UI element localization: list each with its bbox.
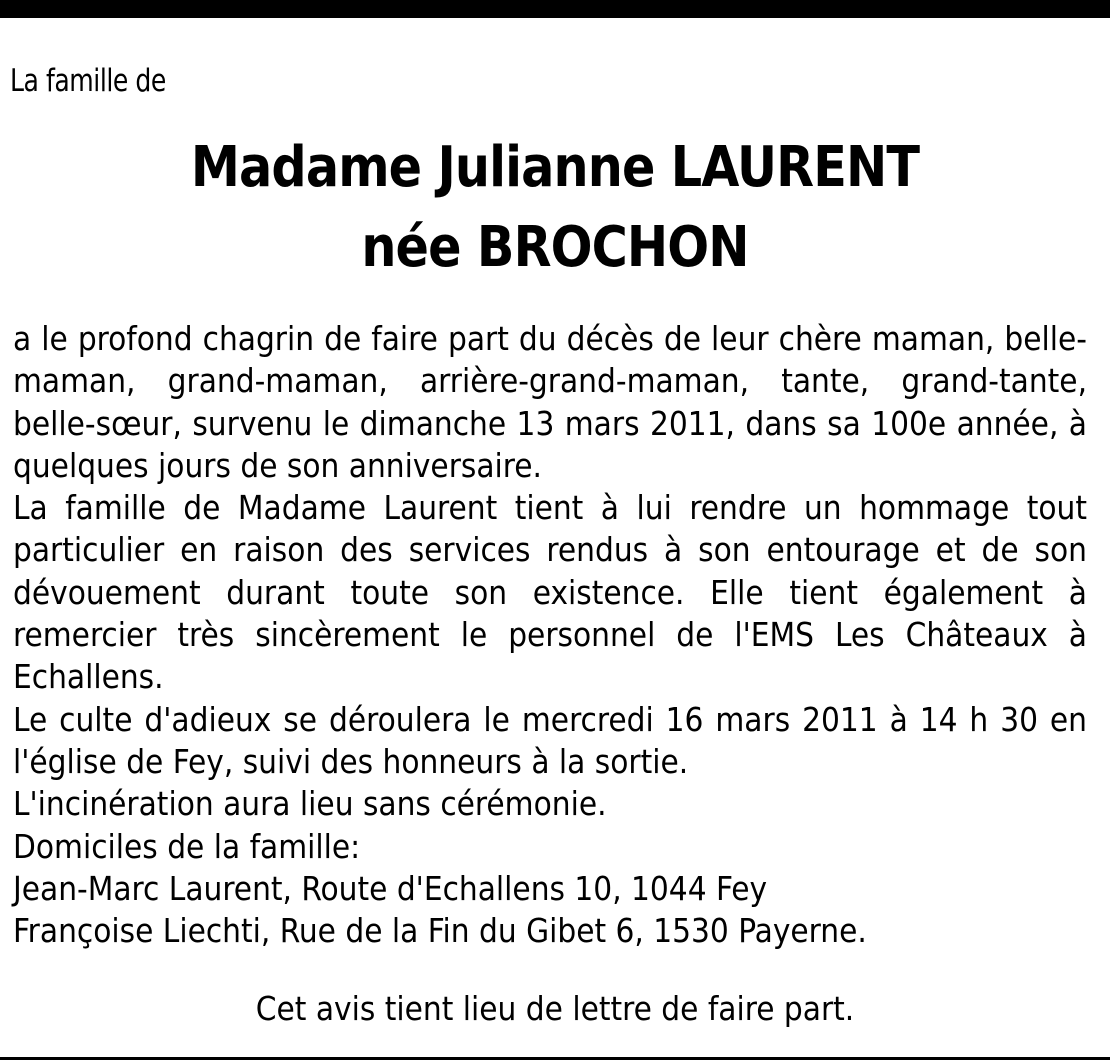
notice-body bbox=[13, 318, 1087, 952]
announcement-paragraph: a le profond chagrin de faire part du décès de leur chère maman, belle-maman, grand-maman, arrière-grand-maman, tante, grand-tante, belle-sœur, survenu le dimanche 13 mars 2011, dans sa 100e année, à quelques jours de son anniversaire. bbox=[13, 319, 1087, 485]
ceremony-paragraph: Le culte d'adieux se déroulera le mercredi 16 mars 2011 à 14 h 30 en l'église de Fey, suivi des honneurs à la sortie. bbox=[13, 699, 1087, 781]
tribute-paragraph: La famille de Madame Laurent tient à lui rendre un hommage tout particulier en raison des services rendus à son entourage et de son dévouement durant toute son existence. Elle tient également à remercier très sincèrement le personnel de l'EMS Les Châteaux à Echallens. bbox=[13, 488, 1087, 697]
cremation-line: L'incinération aura lieu sans cérémonie. bbox=[13, 784, 607, 824]
top-border-rule bbox=[0, 0, 1110, 18]
intro-text: La famille de bbox=[10, 63, 166, 99]
bottom-border-rule bbox=[0, 1057, 1110, 1060]
domiciles-heading: Domiciles de la famille: bbox=[13, 826, 361, 866]
address-line: Françoise Liechti, Rue de la Fin du Gibet 6, 1530 Payerne. bbox=[13, 911, 867, 951]
maiden-name: née BROCHON bbox=[361, 215, 749, 280]
footer-note: Cet avis tient lieu de lettre de faire part. bbox=[255, 989, 855, 1028]
address-line: Jean-Marc Laurent, Route d'Echallens 10, 1044 Fey bbox=[13, 868, 768, 908]
deceased-name: Madame Julianne LAURENT bbox=[190, 135, 920, 200]
deceased-name-heading bbox=[0, 128, 1110, 288]
